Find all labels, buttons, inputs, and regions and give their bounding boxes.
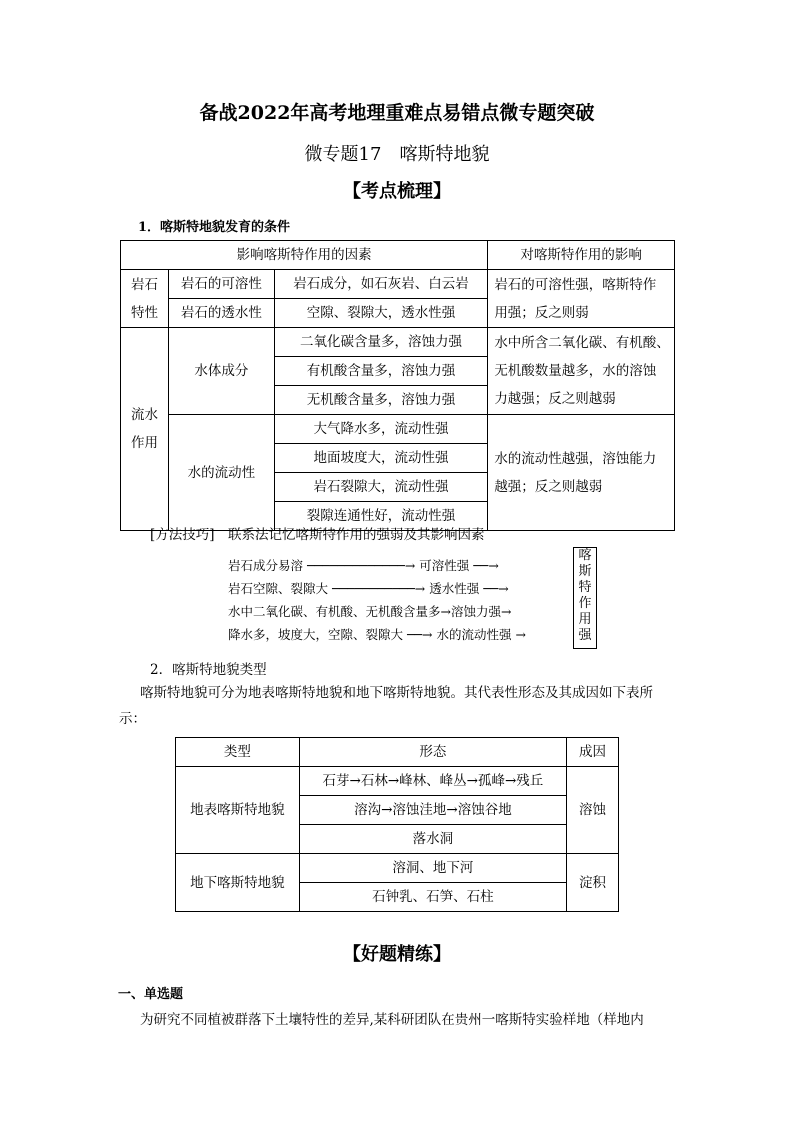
- rock-label: [121, 270, 169, 328]
- karst-types-table: [175, 737, 619, 912]
- flow-item: 地面坡度大，流动性强: [274, 444, 488, 473]
- part2-heading: 2．喀斯特地貌类型: [150, 662, 267, 678]
- comp-item: 二氧化碳含量多，溶蚀力强: [274, 328, 488, 357]
- water-composition: 水体成分: [168, 328, 274, 415]
- rock-permeability: 岩石的透水性: [168, 299, 274, 328]
- table-header-effect: 对喀斯特作用的影响: [488, 241, 675, 270]
- comp-effect-l2: 无机酸数量越多，水的溶蚀: [494, 363, 657, 379]
- comp-effect: [488, 328, 675, 415]
- section-heading-exercises: 【好题精练】: [343, 944, 451, 965]
- water-label-a: 流水: [130, 407, 158, 423]
- rock-label-b: 特性: [130, 304, 158, 321]
- arrow-icon: ──→: [403, 627, 437, 642]
- exercise-text: 为研究不同植被群落下土壤特性的差异,某科研团队在贵州一喀斯特实验样地（样地内: [140, 1012, 644, 1028]
- water-label: [121, 328, 169, 531]
- rock-effect-l1: 岩石的可溶性强，喀斯特作: [494, 276, 657, 293]
- diagram-effect: 透水性强: [429, 581, 480, 596]
- surface-type: 地表喀斯特地貌: [176, 767, 300, 854]
- arrow-icon: ──→: [469, 558, 499, 573]
- karst-strong-label: 喀 斯 特 作 用 强: [578, 548, 592, 643]
- diagram-cause: 岩石空隙、裂隙大: [228, 581, 329, 596]
- arrow-icon: →: [440, 604, 451, 619]
- arrow-icon: ─────────────→: [303, 558, 420, 573]
- diagram-row: [228, 556, 499, 574]
- rock-effect-l2: 用强；反之则弱: [494, 304, 589, 321]
- surface-form: 落水洞: [299, 825, 566, 854]
- flow-effect: [488, 415, 675, 531]
- arrow-icon: →: [501, 604, 512, 619]
- rock-permeability-desc: 空隙、裂隙大，透水性强: [274, 299, 488, 328]
- comp-item: 无机酸含量多，溶蚀力强: [274, 386, 488, 415]
- rock-solubility: 岩石的可溶性: [168, 270, 274, 299]
- flow-item: 岩石裂隙大，流动性强: [274, 473, 488, 502]
- memory-diagram: [228, 550, 600, 650]
- header-type: 类型: [176, 738, 300, 767]
- karst-conditions-table: [120, 240, 675, 531]
- underground-type: 地下喀斯特地貌: [176, 854, 300, 912]
- section-heading-kaodian: 【考点梳理】: [343, 181, 451, 202]
- diagram-row: [228, 625, 526, 643]
- flow-item: 大气降水多，流动性强: [274, 415, 488, 444]
- underground-cause: 淀积: [567, 854, 619, 912]
- doc-title: 备战2022年高考地理重难点易错点微专题突破: [199, 102, 595, 124]
- surface-cause: 溶蚀: [567, 767, 619, 854]
- flow-item: 裂隙连通性好，流动性强: [274, 502, 488, 531]
- part2-intro-l1: 喀斯特地貌可分为地表喀斯特地貌和地下喀斯特地貌。其代表性形态及其成因如下表所: [140, 685, 653, 701]
- header-form: 形态: [299, 738, 566, 767]
- karst-strong-box: [573, 547, 597, 649]
- rock-solubility-desc: 岩石成分，如石灰岩、白云岩: [274, 270, 488, 299]
- comp-item: 有机酸含量多，溶蚀力强: [274, 357, 488, 386]
- diagram-cause: 岩石成分易溶: [228, 558, 304, 573]
- diagram-effect: 可溶性强: [419, 558, 470, 573]
- flow-effect-l2: 越强；反之则越弱: [494, 478, 603, 495]
- surface-form: 溶沟→溶蚀洼地→溶蚀谷地: [299, 796, 566, 825]
- doc-subtitle: 微专题17 喀斯特地貌: [304, 144, 490, 165]
- diagram-effect: 溶蚀力强: [451, 604, 502, 619]
- diagram-row: [228, 579, 509, 597]
- diagram-effect: 水的流动性强: [436, 627, 512, 642]
- part2-intro-l2: 示：: [119, 711, 146, 727]
- flow-effect-l1: 水的流动性越强，溶蚀能力: [494, 450, 657, 467]
- underground-form: 石钟乳、石笋、石柱: [299, 883, 566, 912]
- arrow-icon: ──→: [479, 581, 509, 596]
- table-header-factor: 影响喀斯特作用的因素: [121, 241, 488, 270]
- diagram-cause: 降水多，坡度大，空隙、裂隙大: [228, 627, 404, 642]
- header-cause: 成因: [567, 738, 619, 767]
- rock-label-a: 岩石: [130, 276, 158, 293]
- diagram-cause: 水中二氧化碳、有机酸、无机酸含量多: [228, 604, 441, 619]
- comp-effect-l3: 力越强；反之则越弱: [494, 391, 616, 407]
- arrow-icon: →: [511, 627, 526, 642]
- water-label-b: 作用: [130, 435, 158, 451]
- part1-heading: 1．喀斯特地貌发育的条件: [138, 220, 291, 235]
- exercise-heading: 一、单选题: [118, 987, 184, 1002]
- method-tip: [方法技巧] 联系法记忆喀斯特作用的强弱及其影响因素: [150, 527, 485, 543]
- water-flow: 水的流动性: [168, 415, 274, 531]
- diagram-row: [228, 602, 512, 620]
- rock-effect: [488, 270, 675, 328]
- arrow-icon: ───────────→: [328, 581, 430, 596]
- underground-form: 溶洞、地下河: [299, 854, 566, 883]
- surface-form: 石芽→石林→峰林、峰丛→孤峰→残丘: [299, 767, 566, 796]
- comp-effect-l1: 水中所含二氧化碳、有机酸、: [494, 335, 670, 351]
